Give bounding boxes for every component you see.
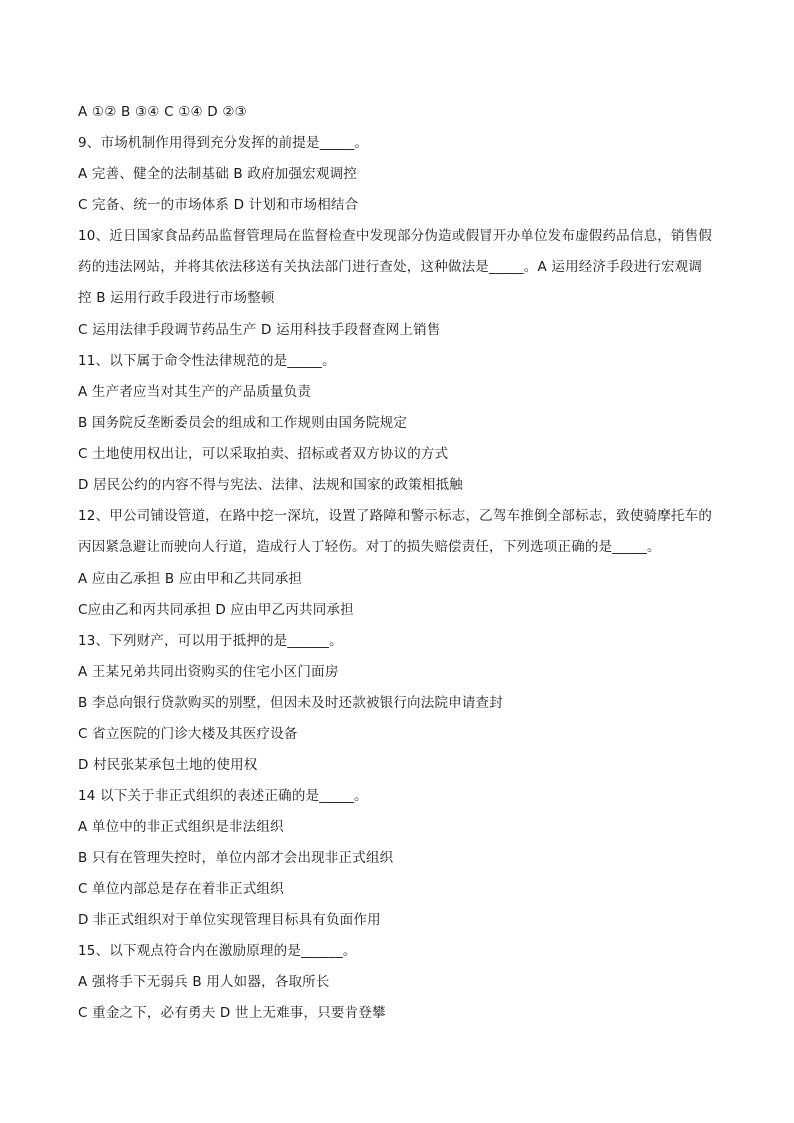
q13-option-a: A 王某兄弟共同出资购买的住宅小区门面房 (78, 664, 339, 680)
q10-stem: 10、近日国家食品药品监督管理局在监督检查中发现部分伪造或假冒开办单位发布虚假药品信息，销售假药的违法网站，并将其依法移送有关执法部门进行查处，这种做法是_____。A 运用经济手段进行宏观调控 B 运用行政手段进行市场整顿 (78, 228, 713, 306)
q13-option-c: C 省立医院的门诊大楼及其医疗设备 (78, 726, 298, 742)
q12-options-ab: A 应由乙承担 B 应由甲和乙共同承担 (78, 571, 303, 587)
q14-option-d: D 非正式组织对于单位实现管理目标具有负面作用 (78, 912, 381, 928)
q14-option-c: C 单位内部总是存在着非正式组织 (78, 881, 284, 897)
q14-stem: 14 以下关于非正式组织的表述正确的是_____。 (78, 788, 368, 804)
q9-stem: 9、市场机制作用得到充分发挥的前提是_____。 (78, 135, 369, 151)
q11-option-c: C 土地使用权出让，可以采取拍卖、招标或者双方协议的方式 (78, 446, 449, 462)
q9-options-cd: C 完备、统一的市场体系 D 计划和市场相结合 (78, 197, 359, 213)
q11-option-d: D 居民公约的内容不得与宪法、法律、法规和国家的政策相抵触 (78, 477, 463, 493)
document-body (78, 102, 714, 1034)
q15-stem: 15、以下观点符合内在激励原理的是______。 (78, 943, 357, 959)
q15-options-ab: A 强将手下无弱兵 B 用人如器，各取所长 (78, 974, 330, 990)
q13-stem: 13、下列财产，可以用于抵押的是______。 (78, 633, 343, 649)
q14-option-b: B 只有在管理失控时，单位内部才会出现非正式组织 (78, 850, 394, 866)
q13-option-d: D 村民张某承包土地的使用权 (78, 757, 258, 773)
q11-stem: 11、以下属于命令性法律规范的是_____。 (78, 353, 336, 369)
q8-options: A ①② B ③④ C ①④ D ②③ (78, 104, 247, 120)
q14-option-a: A 单位中的非正式组织是非法组织 (78, 819, 284, 835)
q12-options-cd: C应由乙和丙共同承担 D 应由甲乙丙共同承担 (78, 602, 354, 618)
q11-option-b: B 国务院反垄断委员会的组成和工作规则由国务院规定 (78, 415, 408, 431)
q13-option-b: B 李总向银行贷款购买的别墅，但因未及时还款被银行向法院申请查封 (78, 695, 503, 711)
q11-option-a: A 生产者应当对其生产的产品质量负责 (78, 384, 312, 400)
q9-options-ab: A 完善、健全的法制基础 B 政府加强宏观调控 (78, 166, 357, 182)
q10-options-cd: C 运用法律手段调节药品生产 D 运用科技手段督查网上销售 (78, 322, 441, 338)
q12-stem: 12、甲公司铺设管道，在路中挖一深坑，设置了路障和警示标志，乙驾车推倒全部标志，致使骑摩托车的丙因紧急避让而驶向人行道，造成行人丁轻伤。对丁的损失赔偿责任，下列选项正确的是_____。 (78, 508, 713, 555)
q15-options-cd: C 重金之下，必有勇夫 D 世上无难事，只要肯登攀 (78, 1005, 386, 1021)
